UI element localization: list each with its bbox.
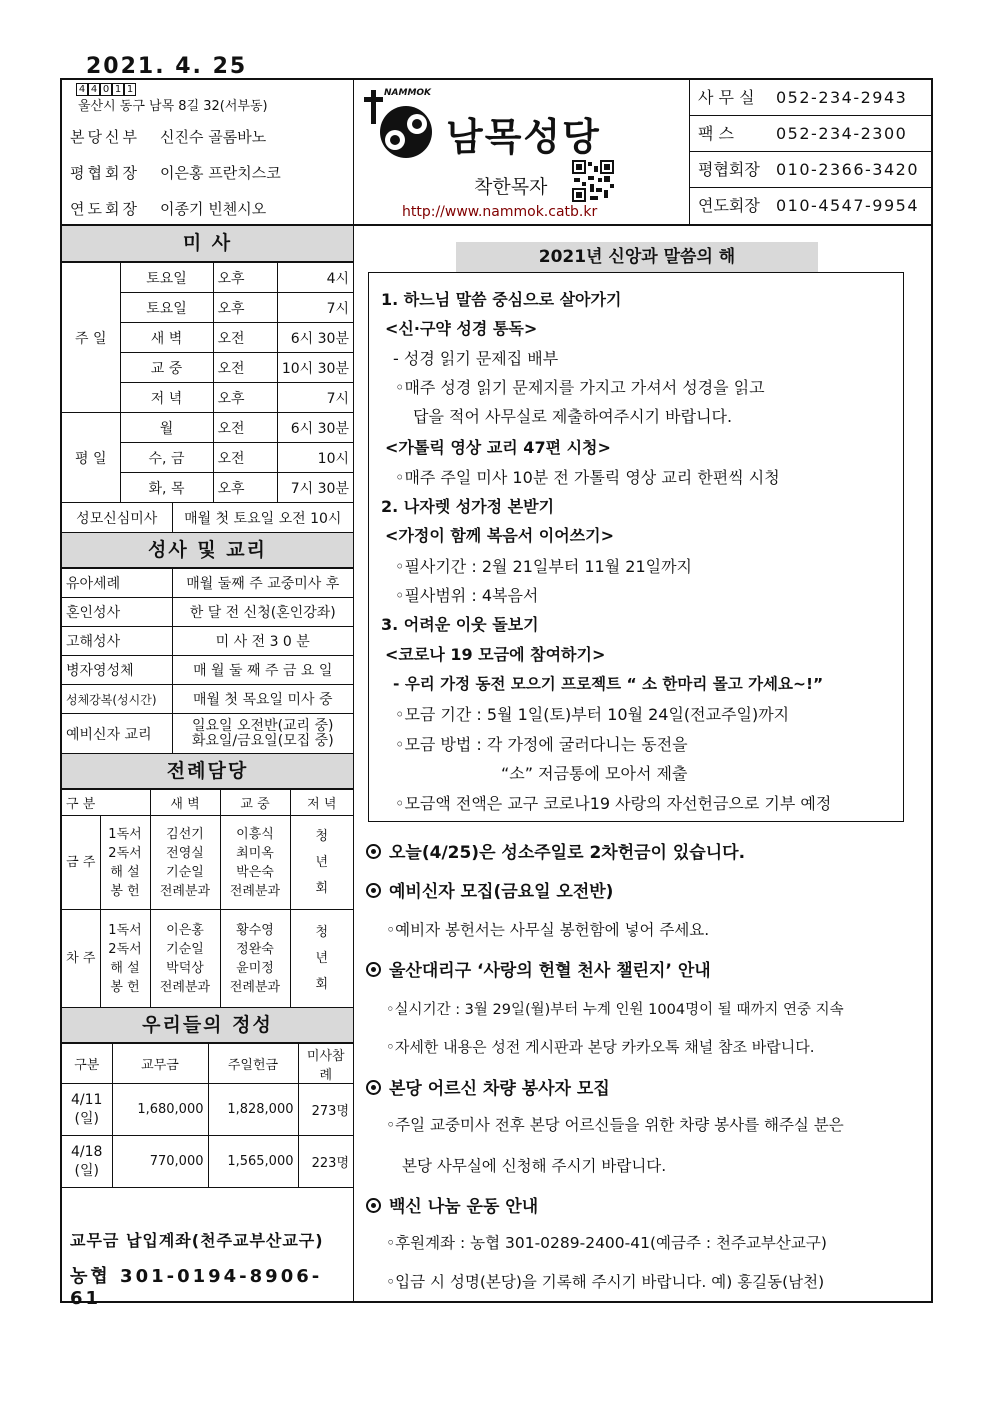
sacrament-section-title: 성사 및 교리 (62, 532, 353, 568)
pastor-line: 본당신부 신진수 골롬바노 (70, 128, 267, 146)
parish-address: 울산시 동구 남목 8길 32(서부동) (78, 99, 268, 114)
this-week-label: 금 주 (62, 816, 100, 910)
zip-digit: 1 (112, 83, 124, 96)
year-theme-box: 1. 하느님 말씀 중심으로 살아가기 <신·구약 성경 통독> - 성경 읽기 문제집 배부 ◦매주 성경 읽기 문제지를 가지고 가셔서 성경을 읽고 답을 적어 사무실로 제출하여주시기 바랍니다. <가톨릭 영상 교리 47편 시청> ◦매주 주일 미사 10분 전 가톨릭 영상 교리 한편씩 시청 2. 나자렛 성가정 본받기 <가정이 함께 복음서 이어쓰기> ◦필사기간 : 2월 21일부터 11월 21일까지 ◦필사범위 : 4복음서 3. 어려운 이웃 돌보기 <코로나 19 모금에 참여하기> - 우리 가정 동전 모으기 프로젝트 “ 소 한마리 몰고 가세요~!” ◦모금 기간 : 5월 1일(토)부터 10월 24일(전교주일)까지 ◦모금 방법 : 각 가정에 굴러다니는 동전을 “소” 저금통에 모아서 제출 ◦모금액 전액은 교구 코로나19 사랑의 자선헌금으로 기부 예정 (368, 272, 904, 822)
left-column (62, 226, 354, 1309)
contact-fax: 팩 스 052-234-2300 (690, 116, 931, 152)
contact-council: 평협회장 010-2366-3420 (690, 152, 931, 188)
sacrament-table: 유아세례 매월 둘째 주 교중미사 후 혼인성사 한 달 전 신청(혼인강좌) 고해성사 미 사 전 3 0 분 병자영성체 매 월 둘 째 주 금 요 일 성체강복(성시간) 매월 첫 목요일 미사 중 예비신자 교리 일요일 오전반(교리 중) 화요일/금요일(모집 중) (62, 568, 353, 754)
notice-text: ◦주일 교중미사 전후 본당 어르신들을 위한 차량 봉사를 해주실 분은 (386, 1116, 844, 1134)
qr-code-icon (572, 160, 614, 202)
zip-digit: 1 (124, 83, 136, 96)
liturgy-table: 구 분 새 벽 교 중 저 녁 금 주 1독서 2독서 해 설 봉 헌 김선기 전영실 기순일 전례분과 이흥식 최미옥 박은숙 전례분과 청 년 회 차 주 1독서 2독서 해 설 봉 헌 이은홍 기순일 박덕상 전례분과 황수영 정완숙 윤미정 전례분과 청 년 회 (62, 789, 353, 1008)
motto: 착한목자 (474, 176, 548, 198)
contact-prayer: 연도회장 010-4547-9954 (698, 196, 920, 215)
mass-section-title: 미 사 (62, 226, 353, 262)
notice-title: 예비신자 모집(금요일 오전반) (366, 877, 613, 902)
notice-text: ◦예비자 봉헌서는 사무실 봉헌함에 넣어 주세요. (386, 921, 710, 939)
notice-title: 오늘(4/25)은 성소주일로 2차헌금이 있습니다. (366, 838, 745, 863)
bullet-circle-icon (366, 844, 381, 859)
account-label: 교무금 납입계좌(천주교부산교구) (70, 1231, 324, 1250)
notice-text: ◦입금 시 성명(본당)을 기록해 주시기 바랍니다. 예) 홍길동(남천) (386, 1273, 825, 1291)
notice-text: ◦자세한 내용은 성전 게시판과 본당 카카오톡 채널 참조 바랍니다. (386, 1038, 815, 1056)
parish-logo-icon (362, 88, 442, 160)
bulletin-frame (60, 78, 933, 1309)
header (62, 80, 931, 226)
prayer-president-line: 연도회장 이종기 빈첸시오 (70, 200, 267, 218)
parish-website-link[interactable]: http://www.nammok.catb.kr (402, 204, 598, 220)
bullet-circle-icon (366, 1080, 381, 1095)
offering-section-title: 우리들의 정성 (62, 1007, 353, 1043)
zip-digit: 4 (76, 83, 88, 96)
bullet-circle-icon (366, 1198, 381, 1213)
next-week-label: 차 주 (62, 910, 100, 1008)
bulletin-date: 2021. 4. 25 (86, 54, 248, 79)
contact-office: 사 무 실 052-234-2943 (690, 80, 931, 116)
notice-title: 백신 나눔 운동 안내 (366, 1192, 538, 1217)
notice-title: 울산대리구 ‘사랑의 헌혈 천사 챌린지’ 안내 (366, 956, 711, 981)
offering-table: 구분 교무금 주일헌금 미사참례 4/11 (일) 1,680,000 1,828,000 273명 4/18 (일) 770,000 1,565,000 223명 (62, 1043, 353, 1188)
header-parish-info (62, 80, 354, 224)
notice-text: 본당 사무실에 신청해 주시기 바랍니다. (402, 1157, 667, 1175)
weekday-label: 평 일 (62, 413, 120, 503)
year-theme-banner: 2021년 신앙과 말씀의 해 (456, 242, 818, 272)
council-president-line: 평협회장 이은홍 프란치스코 (70, 164, 281, 182)
liturgy-section-title: 전례담당 (62, 753, 353, 789)
bullet-circle-icon (366, 962, 381, 977)
zip-digit: 0 (100, 83, 112, 96)
account-number: 농협 301-0194-8906-61 (70, 1266, 323, 1309)
logo-small-text: NAMMOK (384, 88, 432, 98)
notice-title: 본당 어르신 차량 봉사자 모집 (366, 1074, 610, 1099)
zip-digit: 4 (88, 83, 100, 96)
parish-name: 남목성당 (446, 115, 601, 159)
mass-schedule-table: 주 일 토요일 오후 4시 토요일 오후 7시 새 벽 오전 6시 30분 교 중 오전 10시 30분 저 녁 오후 7시 평 일 월 오전 6시 30분 수, 금 오전 10시 화, 목 오후 7시 30분 (62, 262, 353, 503)
header-contacts (690, 80, 931, 224)
sunday-label: 주 일 (62, 263, 120, 413)
heart-mass-row: 성모신심미사 매월 첫 토요일 오전 10시 (62, 502, 353, 533)
notice-text: ◦실시기간 : 3월 29일(월)부터 누계 인원 1004명이 될 때까지 연중 지속 (386, 1002, 844, 1018)
notice-text: ◦후원계좌 : 농협 301-0289-2400-41(예금주 : 천주교부산교구) (386, 1234, 827, 1252)
bullet-circle-icon (366, 883, 381, 898)
right-column (354, 226, 931, 1303)
header-logo-area (354, 80, 690, 224)
